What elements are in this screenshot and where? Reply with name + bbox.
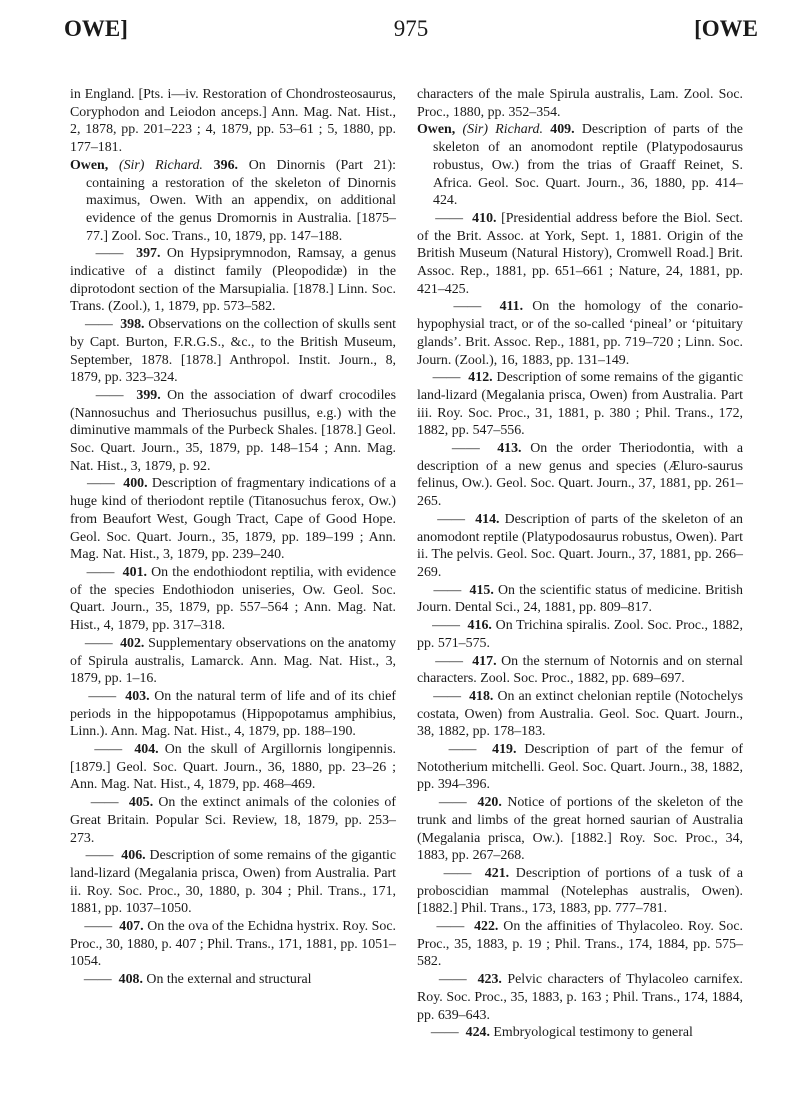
entry-author-given: (Sir) Richard. — [462, 122, 543, 138]
ditto-rule: —— — [417, 618, 468, 634]
entry-text: Description of part of the femur of Nototherium mitchelli. Geol. Soc. Quart. Journ., 38, 1882, pp. 394–396. — [417, 742, 743, 793]
entry-text: Pelvic characters of Thylacoleo carnifex. Roy. Soc. Proc., 35, 1883, p. 163 ; Phil. Trans., 174, 1884, pp. 639–643. — [417, 972, 743, 1023]
entry-number: 417. — [472, 653, 497, 669]
ditto-rule: —— — [417, 795, 478, 811]
entry-number: 399. — [136, 387, 161, 403]
ditto-rule: —— — [70, 972, 119, 988]
entry-number: 420. — [477, 795, 502, 811]
entry-author-given: (Sir) Richard. — [118, 157, 203, 173]
ditto-rule: —— — [417, 210, 473, 226]
bibliography-entry — [70, 475, 396, 564]
entry-text: On the natural term of life and of its chief periods in the hippopotamus (Hippopotamus amphibius, Linn.). Ann. Mag. Nat. Hist., 4, 1879, pp. 188–190. — [70, 688, 396, 740]
entry-text: On the endothiodont reptilia, with evidence of the species Endothiodon uniseries, Ow. Geol. Soc. Quart. Journ., 35, 1879, pp. 557–564 ; Ann. Mag. Nat. Hist., 4, 1879, pp. 317–318. — [70, 564, 396, 634]
header-left: OWE] — [64, 16, 128, 41]
ditto-rule: —— — [70, 919, 120, 935]
bibliography-entry — [417, 741, 743, 794]
entry-number: 418. — [469, 688, 494, 704]
entry-number: 398. — [120, 317, 145, 333]
entry-text: characters of the male Spirula australis, Lam. Zool. Soc. Proc., 1880, pp. 352–354. — [417, 87, 743, 120]
bibliography-entry — [70, 157, 396, 246]
entry-number: 416. — [467, 618, 492, 634]
bibliography-entry — [70, 245, 396, 316]
ditto-rule: —— — [417, 742, 493, 758]
ditto-rule: —— — [70, 848, 122, 864]
bibliography-entry — [70, 794, 396, 847]
entry-text: Notice of portions of the skeleton of the trunk and limbs of the great horned saurian of Australia (Megalania prisca, Ow.). [1882.] Roy. Soc. Proc., 34, 1883, pp. 267–268. — [417, 795, 744, 864]
bibliography-entry — [417, 121, 743, 210]
entry-text: On Trichina spiralis. Zool. Soc. Proc., 1882, pp. 571–575. — [417, 618, 743, 651]
bibliography-entry — [417, 1024, 743, 1042]
entry-author: Owen, — [417, 122, 456, 138]
entry-number: 422. — [474, 919, 499, 935]
entry-number: 412. — [468, 370, 493, 386]
entry-number: 401. — [122, 564, 147, 580]
entry-number: 423. — [477, 972, 502, 988]
entry-text: On Dinornis (Part 21): containing a restoration of the skeleton of Dinornis maximus, Owen. With an appendix, on additional evidence of the genus Dromornis in Australia. [1875–77.] Zool. Soc. Trans., 10, 1879, pp. 147–188. — [86, 157, 396, 244]
entry-text: Description of parts of the skeleton of an anomodont reptile (Platypodosaurus robustus, Owen). Part ii. The pelvis. Geol. Soc. Quart. Journ., 37, 1881, pp. 266–269. — [417, 511, 743, 580]
ditto-rule: —— — [417, 582, 470, 598]
bibliography-entry — [417, 298, 743, 369]
entry-text: On the homology of the conario-hypophysial tract, or of the so-called ‘pineal’ or ‘pituitary glands’. Brit. Assoc. Rep., 1881, pp. 719–720 ; Linn. Soc. Journ. (Zool.), 16, 1883, pp. 131–149. — [417, 299, 743, 368]
entry-text: in England. [Pts. i—iv. Restoration of Chondrosteosaurus, Coryphodon and Leiodon anceps.] Ann. Mag. Nat. Hist., 2, 1878, pp. 201–223 ; 4, 1879, pp. 53–61 ; 5, 1880, pp. 177–181. — [70, 87, 396, 156]
entry-text: Observations on the collection of skulls sent by Capt. Burton, F.R.G.S., &c., to the British Museum, September, 1878. [1878.] Anthropol. Instit. Journ., 8, 1879, pp. 323–324. — [70, 317, 396, 386]
ditto-rule: —— — [417, 688, 470, 704]
entry-number: 424. — [465, 1025, 490, 1041]
entry-number: 405. — [128, 795, 154, 811]
left-column — [70, 86, 396, 989]
entry-text: On the scientific status of medicine. British Journ. Dental Sci., 24, 1881, pp. 809–817. — [417, 582, 743, 616]
ditto-rule: —— — [70, 742, 135, 758]
ditto-rule: —— — [70, 476, 124, 492]
entry-number: 419. — [492, 742, 517, 758]
ditto-rule: —— — [417, 511, 476, 527]
entry-text: On the extinct animals of the colonies of Great Britain. Popular Sci. Review, 18, 1879, pp. 253–273. — [70, 795, 396, 846]
ditto-rule: —— — [70, 688, 126, 704]
entry-number: 410. — [472, 210, 497, 226]
page-number: 975 — [393, 16, 429, 41]
ditto-rule: —— — [417, 865, 485, 881]
bibliography-entry — [70, 918, 396, 971]
ditto-rule: —— — [417, 919, 475, 935]
entry-text: Description of parts of the skeleton of an anomodont reptile (Platypodosaurus robustus, Ow.) from the trias of Graaff Reinet, S. Africa. Geol. Soc. Quart. Journ., 36, 1880, pp. 414–424. — [433, 122, 743, 209]
entry-text: On the order Theriodontia, with a description of a new genus and species (Æluro-saurus felinus, Ow.). Geol. Soc. Quart. Journ., 37, 1881, pp. 261–265. — [417, 441, 743, 510]
ditto-rule: —— — [70, 317, 121, 333]
bibliography-entry — [70, 564, 396, 635]
entry-text: On the ova of the Echidna hystrix. Roy. Soc. Proc., 30, 1880, p. 407 ; Phil. Trans., 171, 1881, pp. 1051–1054. — [70, 919, 396, 970]
bibliography-entry — [70, 741, 396, 794]
bibliography-entry — [70, 387, 396, 476]
entry-text: On an extinct chelonian reptile (Notochelys costata, Owen) from Australia. Geol. Soc. Quart. Journ., 38, 1882, pp. 178–183. — [417, 688, 743, 740]
bibliography-entry — [417, 86, 743, 121]
bibliography-entry — [417, 865, 743, 918]
entry-number: 408. — [118, 972, 143, 988]
entry-number: 396. — [213, 157, 238, 173]
ditto-rule: —— — [417, 299, 500, 315]
bibliography-entry — [417, 369, 743, 440]
bibliography-entry — [417, 971, 743, 1024]
bibliography-entry — [417, 511, 743, 582]
bibliography-entry — [417, 653, 743, 688]
entry-number: 409. — [550, 122, 575, 138]
bibliography-entry — [417, 688, 743, 741]
header-right: [OWE — [694, 16, 758, 41]
bibliography-entry — [70, 688, 396, 741]
ditto-rule: —— — [70, 795, 129, 811]
entry-text: Supplementary observations on the anatomy of Spirula australis, Lamarck. Ann. Mag. Nat. Hist., 3, 1879, pp. 1–16. — [70, 635, 396, 687]
ditto-rule: —— — [417, 972, 478, 988]
entry-number: 400. — [123, 476, 148, 492]
bibliography-entry — [417, 582, 743, 617]
entry-text: Description of portions of a tusk of a proboscidian mammal (Notelephas australis, Owen). [1882.] Phil. Trans., 173, 1883, pp. 777–781. — [417, 865, 743, 917]
entry-number: 397. — [136, 246, 161, 262]
right-column — [417, 86, 743, 1042]
entry-number: 414. — [475, 511, 500, 527]
ditto-rule: —— — [70, 387, 137, 403]
ditto-rule: —— — [417, 1025, 466, 1041]
ditto-rule: —— — [70, 635, 121, 651]
ditto-rule: —— — [417, 653, 473, 669]
entry-text: Description of some remains of the gigantic land-lizard (Megalania prisca, Owen) from Australia. Part iii. Roy. Soc. Proc., 31, 1881, p. 380 ; Phil. Trans., 172, 1882, pp. 547–556. — [417, 370, 743, 439]
ditto-rule: —— — [417, 441, 498, 457]
bibliography-entry — [70, 635, 396, 688]
entry-text: On the association of dwarf crocodiles (Nannosuchus and Theriosuchus pusillus, e.g.) with the diminutive mammals of the Purbeck Shales. [1878.] Geol. Soc. Quart. Journ., 35, 1879, pp. 148–154 ; Ann. Mag. Nat. Hist., 3, 1879, p. 92. — [70, 387, 396, 474]
entry-text: On the external and structural — [146, 972, 312, 988]
entry-author: Owen, — [70, 157, 109, 173]
bibliography-entry — [70, 86, 396, 157]
ditto-rule: —— — [70, 564, 123, 580]
bibliography-entry — [417, 210, 743, 299]
bibliography-entry — [417, 440, 743, 511]
entry-text: Embryological testimony to general — [493, 1025, 693, 1041]
entry-text: On the affinities of Thylacoleo. Roy. Soc. Proc., 35, 1883, p. 19 ; Phil. Trans., 174, 1884, pp. 575–582. — [417, 919, 743, 970]
entry-number: 415. — [469, 582, 494, 598]
entry-number: 404. — [134, 742, 159, 758]
entry-text: Description of fragmentary indications of a huge kind of theriodont reptile (Titanosuchus ferox, Ow.) from Beaufort West, Gough Tract, Cape of Good Hope. Geol. Soc. Quart. Journ., 35, 1879, pp. 189–199 ; Ann. Mag. Nat. Hist., 3, 1879, pp. 239–240. — [70, 476, 396, 563]
entry-number: 411. — [499, 299, 524, 315]
entry-text: On the skull of Argillornis longipennis. [1879.] Geol. Soc. Quart. Journ., 36, 1880, pp. 23–26 ; Ann. Mag. Nat. Hist., 4, 1879, pp. 468–469. — [70, 742, 396, 793]
entry-text: [Presidential address before the Biol. Sect. of the Brit. Assoc. at York, Sept. 1, 1881. Origin of the British Museum (Natural History), Cromwell Road.] Brit. Assoc. Rep., 1881, pp. 651–661 ; Nature, 24, 1881, pp. 421–425. — [417, 210, 743, 297]
bibliography-entry — [417, 918, 743, 971]
entry-text: Description of some remains of the gigantic land-lizard (Megalania prisca, Owen) from Australia. Part ii. Roy. Soc. Proc., 30, 1880, p. 304 ; Phil. Trans., 171, 1881, pp. 1037–1050. — [70, 848, 396, 917]
entry-number: 403. — [125, 688, 150, 704]
bibliography-entry — [417, 617, 743, 652]
bibliography-entry — [70, 316, 396, 387]
bibliography-entry — [70, 847, 396, 918]
entry-number: 407. — [119, 919, 144, 935]
entry-number: 421. — [484, 865, 510, 881]
ditto-rule: —— — [70, 246, 137, 262]
entry-text: On the sternum of Notornis and on sternal characters. Zool. Soc. Proc., 1882, pp. 689–697. — [417, 653, 743, 687]
bibliography-entry — [417, 794, 743, 865]
entry-text: On Hypsiprymnodon, Ramsay, a genus indicative of a distinct family (Pleopodidæ) in the diprotodont section of the Marsupialia. [1878.] Linn. Soc. Trans. (Zool.), 1, 1879, pp. 573–582. — [70, 246, 397, 315]
ditto-rule: —— — [417, 370, 469, 386]
entry-number: 402. — [120, 635, 145, 651]
bibliography-entry — [70, 971, 396, 989]
entry-number: 406. — [121, 848, 146, 864]
page-header — [64, 16, 758, 52]
entry-number: 413. — [497, 441, 522, 457]
